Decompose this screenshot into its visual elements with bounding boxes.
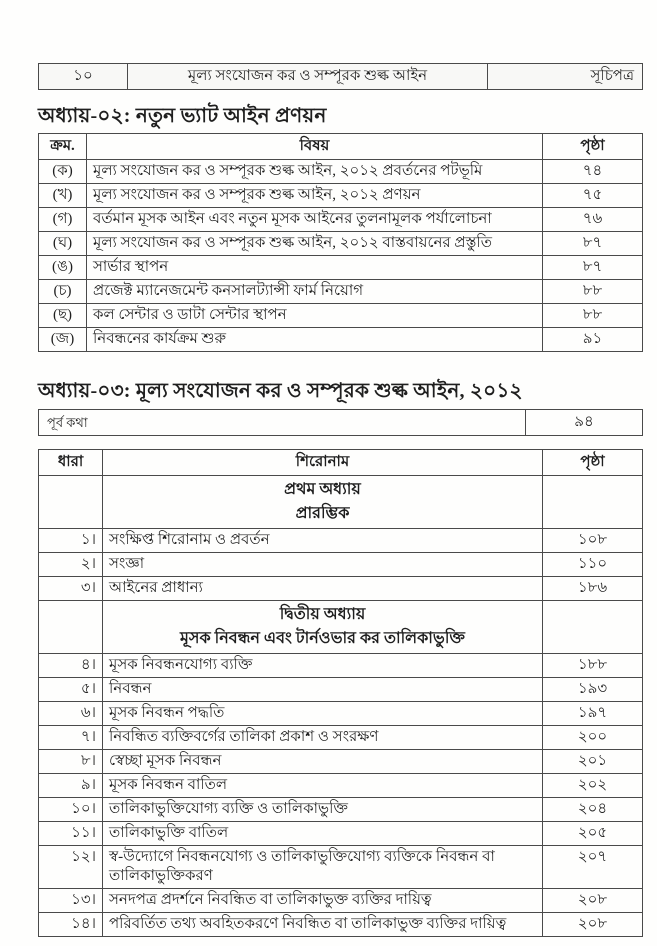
toc-entry-row — [39, 160, 643, 184]
chapter-subheading-row — [39, 601, 643, 654]
chapter-subheading-line: প্রথম অধ্যায় — [284, 481, 361, 498]
toc-header-row — [39, 134, 643, 160]
page-cell: ৮৭ — [543, 232, 643, 256]
toc-entry-row — [39, 304, 643, 328]
page-cell: ২০০ — [543, 726, 643, 750]
subject-cell: নিবন্ধন — [103, 678, 543, 702]
toc-entry-row — [39, 577, 643, 601]
toc-entry-row — [39, 798, 643, 822]
subject-cell: সংক্ষিপ্ত শিরোনাম ও প্রবর্তন — [103, 529, 543, 553]
subject-cell: নিবন্ধিত ব্যক্তিবর্গের তালিকা প্রকাশ ও সংরক্ষণ — [103, 726, 543, 750]
page-cell — [543, 601, 643, 654]
page-cell: ১০৮ — [543, 529, 643, 553]
toc-entry-row — [39, 750, 643, 774]
chapter-03-toc-table — [38, 449, 643, 937]
serial-cell: (চ) — [39, 280, 87, 304]
page-header-bar — [38, 63, 643, 90]
subject-cell: সংজ্ঞা — [103, 553, 543, 577]
serial-cell: ৪। — [39, 654, 103, 678]
chapter-02-heading: অধ্যায়-০২: নতুন ভ্যাট আইন প্রণয়ন — [38, 105, 327, 127]
page-cell: ৭৪ — [543, 160, 643, 184]
subject-cell: কল সেন্টার ও ডাটা সেন্টার স্থাপন — [87, 304, 543, 328]
chapter-subheading-cell — [103, 476, 543, 529]
serial-cell: ৭। — [39, 726, 103, 750]
subject-cell: মূল্য সংযোজন কর ও সম্পূরক শুল্ক আইন, ২০১২ প্রবর্তনের পটভূমি — [87, 160, 543, 184]
preface-page-number: ৯৪ — [526, 410, 643, 436]
subject-cell: সনদপত্র প্রদর্শনে নিবন্ধিত বা তালিকাভুক্ত ব্যক্তির দায়িত্ব — [103, 889, 543, 913]
page-cell: ১৯৩ — [543, 678, 643, 702]
page-cell — [543, 476, 643, 529]
subject-cell: মূল্য সংযোজন কর ও সম্পূরক শুল্ক আইন, ২০১২ প্রণয়ন — [87, 184, 543, 208]
subject-cell: বর্তমান মূসক আইন এবং নতুন মূসক আইনের তুলনামূলক পর্যালোচনা — [87, 208, 543, 232]
serial-cell: (খ) — [39, 184, 87, 208]
serial-cell: ২। — [39, 553, 103, 577]
subject-cell: সার্ভার স্থাপন — [87, 256, 543, 280]
toc-entry-row — [39, 256, 643, 280]
serial-cell: ৩। — [39, 577, 103, 601]
toc-entry-row — [39, 328, 643, 352]
column-header-serial: ক্রম. — [39, 134, 87, 160]
page-cell: ৮৭ — [543, 256, 643, 280]
page-cell: ৮৮ — [543, 280, 643, 304]
preface-row — [38, 409, 643, 436]
column-header-subject: বিষয় — [87, 134, 543, 160]
page-cell: ২০৫ — [543, 822, 643, 846]
toc-entry-row — [39, 208, 643, 232]
serial-cell: (ছ) — [39, 304, 87, 328]
chapter-subheading-line: মূসক নিবন্ধন এবং টার্নওভার কর তালিকাভুক্তি — [180, 630, 465, 647]
subject-cell: নিবন্ধনের কার্যক্রম শুরু — [87, 328, 543, 352]
serial-cell: ৫। — [39, 678, 103, 702]
chapter-subheading-cell — [103, 601, 543, 654]
chapter-subheading-row — [39, 476, 643, 529]
page-cell: ২০১ — [543, 750, 643, 774]
serial-cell: (ঙ) — [39, 256, 87, 280]
subject-cell: তালিকাভুক্তি বাতিল — [103, 822, 543, 846]
toc-entry-row — [39, 232, 643, 256]
serial-cell: (গ) — [39, 208, 87, 232]
header-section-label: সূচিপত্র — [488, 64, 643, 90]
toc-entry-row — [39, 702, 643, 726]
serial-cell: ৯। — [39, 774, 103, 798]
serial-cell: ১০। — [39, 798, 103, 822]
serial-cell: ৮। — [39, 750, 103, 774]
toc-entry-row — [39, 726, 643, 750]
subject-cell: আইনের প্রাধান্য — [103, 577, 543, 601]
page-cell: ৭৬ — [543, 208, 643, 232]
header-bar-row — [39, 64, 643, 90]
chapter-02-toc-table — [38, 133, 643, 352]
page-cell: ২০২ — [543, 774, 643, 798]
subject-cell: মূল্য সংযোজন কর ও সম্পূরক শুল্ক আইন, ২০১২ বাস্তবায়নের প্রস্তুতি — [87, 232, 543, 256]
subject-cell: মূসক নিবন্ধনযোগ্য ব্যক্তি — [103, 654, 543, 678]
subject-cell: পরিবর্তিত তথ্য অবহিতকরণে নিবন্ধিত বা তালিকাভুক্ত ব্যক্তির দায়িত্ব — [103, 913, 543, 937]
page-cell: ১৮৬ — [543, 577, 643, 601]
chapter-subheading-line: প্রারম্ভিক — [295, 505, 350, 522]
chapter-03-heading: অধ্যায়-০৩: মূল্য সংযোজন কর ও সম্পূরক শুল্ক আইন, ২০১২ — [38, 380, 523, 402]
toc-entry-row — [39, 822, 643, 846]
page-cell: ২০৮ — [543, 913, 643, 937]
preface-label: পূর্ব কথা — [39, 410, 526, 436]
serial-cell: (ঘ) — [39, 232, 87, 256]
serial-cell: ৬। — [39, 702, 103, 726]
column-header-subject: শিরোনাম — [103, 450, 543, 476]
subject-cell: স্ব-উদ্যোগে নিবন্ধনযোগ্য ও তালিকাভুক্তিযোগ্য ব্যক্তিকে নিবন্ধন বা তালিকাভুক্তিকরণ — [103, 846, 543, 889]
chapter-subheading-line: দ্বিতীয় অধ্যায় — [279, 606, 366, 623]
subject-cell: স্বেচ্ছা মূসক নিবন্ধন — [103, 750, 543, 774]
page-cell: ৭৫ — [543, 184, 643, 208]
toc-entry-row — [39, 529, 643, 553]
toc-entry-row — [39, 654, 643, 678]
toc-entry-row — [39, 846, 643, 889]
toc-entry-row — [39, 889, 643, 913]
serial-cell: ১১। — [39, 822, 103, 846]
preface-table-row — [39, 410, 643, 436]
toc-entry-row — [39, 913, 643, 937]
column-header-serial: ধারা — [39, 450, 103, 476]
toc-entry-row — [39, 774, 643, 798]
toc-entry-row — [39, 184, 643, 208]
subject-cell: মূসক নিবন্ধন পদ্ধতি — [103, 702, 543, 726]
page-cell: ৯১ — [543, 328, 643, 352]
column-header-page: পৃষ্ঠা — [543, 134, 643, 160]
toc-header-row — [39, 450, 643, 476]
page-cell: ২০৪ — [543, 798, 643, 822]
serial-cell: ১৩। — [39, 889, 103, 913]
header-page-number: ১০ — [39, 64, 128, 90]
subject-cell: প্রজেক্ট ম্যানেজমেন্ট কনসালট্যান্সী ফার্ম নিয়োগ — [87, 280, 543, 304]
page-cell: ২০৭ — [543, 846, 643, 889]
column-header-page: পৃষ্ঠা — [543, 450, 643, 476]
page-cell: ১৮৮ — [543, 654, 643, 678]
serial-cell — [39, 601, 103, 654]
page-cell: ৮৮ — [543, 304, 643, 328]
toc-entry-row — [39, 678, 643, 702]
header-book-title: মূল্য সংযোজন কর ও সম্পূরক শুল্ক আইন — [128, 64, 488, 90]
subject-cell: তালিকাভুক্তিযোগ্য ব্যক্তি ও তালিকাভুক্তি — [103, 798, 543, 822]
serial-cell: ১২। — [39, 846, 103, 889]
toc-entry-row — [39, 553, 643, 577]
toc-entry-row — [39, 280, 643, 304]
page-cell: ১১০ — [543, 553, 643, 577]
page-cell: ১৯৭ — [543, 702, 643, 726]
subject-cell: মূসক নিবন্ধন বাতিল — [103, 774, 543, 798]
serial-cell: ১। — [39, 529, 103, 553]
serial-cell: (জ) — [39, 328, 87, 352]
serial-cell — [39, 476, 103, 529]
serial-cell: ১৪। — [39, 913, 103, 937]
serial-cell: (ক) — [39, 160, 87, 184]
page-cell: ২০৮ — [543, 889, 643, 913]
